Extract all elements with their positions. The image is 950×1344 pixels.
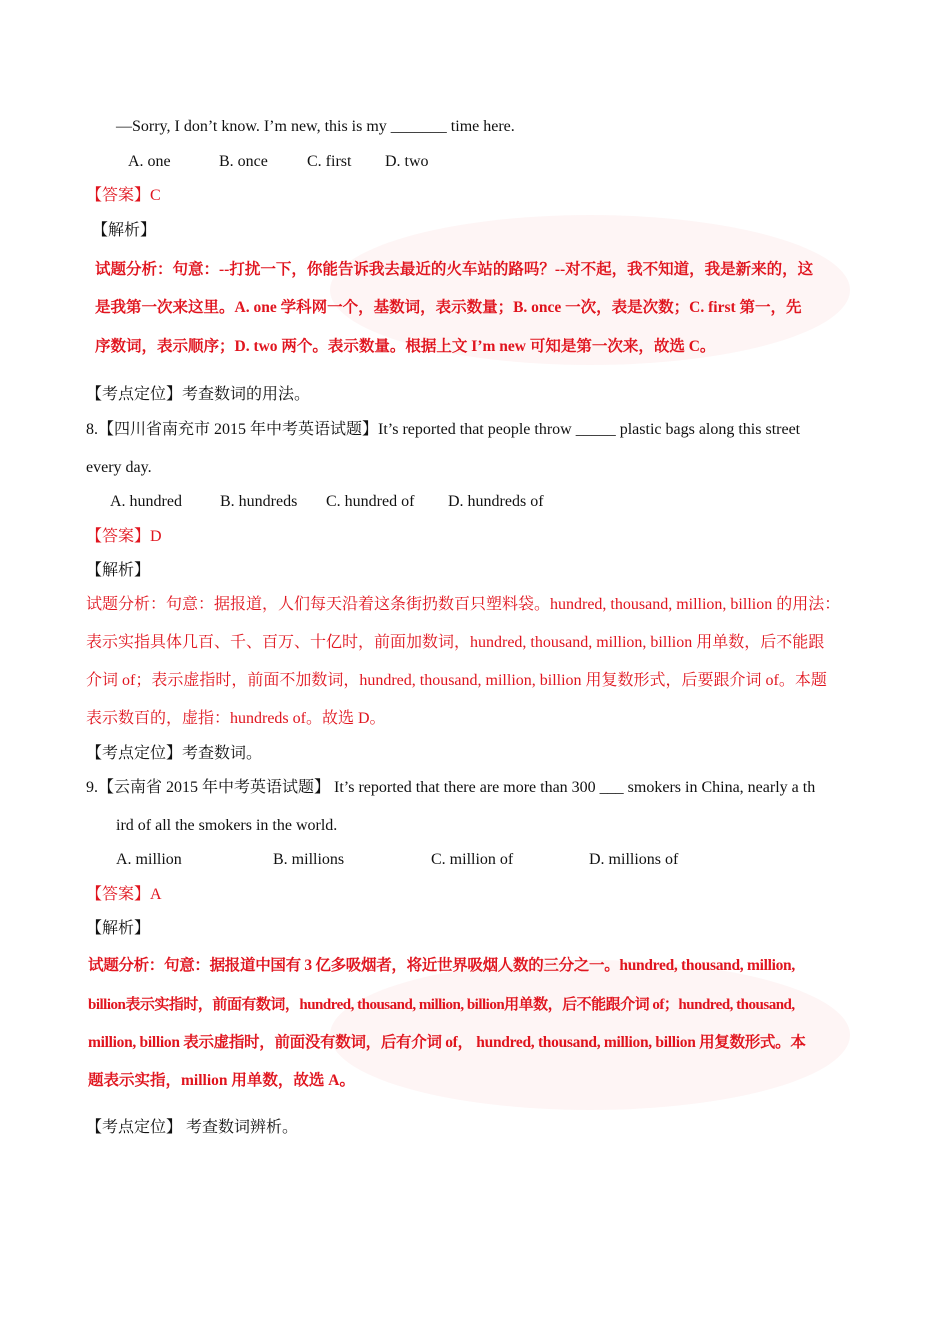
q7-analysis-label: 【解析】: [92, 222, 157, 239]
q8-analysis-line: 表示实指具体几百、千、百万、十亿时，前面加数词，hundred, thousand, million, billion 用单数，后不能跟: [86, 634, 825, 651]
q9-option-b: B. millions: [273, 851, 345, 868]
q9-answer: 【答案】A: [86, 886, 162, 903]
q8-answer: 【答案】D: [86, 528, 162, 545]
q7-option-a: A. one: [128, 153, 171, 170]
q7-stem: —Sorry, I don’t know. I’m new, this is my _______ time here.: [116, 118, 515, 135]
q9-option-d: D. millions of: [589, 851, 679, 868]
q9-analysis-label: 【解析】: [86, 920, 151, 937]
q9-stem-line: ird of all the smokers in the world.: [116, 817, 338, 834]
q8-options: [110, 492, 544, 512]
q9-stem-line: 9.【云南省 2015 年中考英语试题】 It’s reported that there are more than 300 ___ smokers in China, nearly a th: [86, 779, 816, 796]
q8-analysis-label: 【解析】: [86, 562, 151, 579]
q9-analysis-line: billion表示实指时，前面有数词，hundred, thousand, million, billion用单数，后不能跟介词 of；hundred, thousand,: [88, 997, 795, 1013]
q7-analysis-line: 试题分析：句意：--打扰一下，你能告诉我去最近的火车站的路吗？--对不起，我不知道，我是新来的，这: [95, 261, 814, 278]
q7-options: [128, 152, 429, 172]
q7-point: 【考点定位】考查数词的用法。: [86, 386, 311, 403]
q7-option-c: C. first: [307, 153, 352, 170]
q8-stem-line: 8.【四川省南充市 2015 年中考英语试题】It’s reported that people throw _____ plastic bags along this street: [86, 421, 801, 438]
q9-option-a: A. million: [116, 851, 182, 868]
q8-option-b: B. hundreds: [220, 493, 298, 510]
q8-analysis-line: 表示数百的，虚指：hundreds of。故选 D。: [86, 710, 386, 727]
q8-option-d: D. hundreds of: [448, 493, 544, 510]
q7-analysis-line: 是我第一次来这里。A. one 学科网一个，基数词，表示数量；B. once 一次，表是次数；C. first 第一，先: [95, 299, 802, 316]
q9-analysis-line: million, billion 表示虚指时，前面没有数词，后有介词 of， hundred, thousand, million, billion 用复数形式。本: [88, 1034, 806, 1051]
q9-point: 【考点定位】 考查数词辨析。: [86, 1119, 299, 1136]
q7-option-b: B. once: [219, 153, 268, 170]
q7-answer: 【答案】C: [86, 187, 161, 204]
q9-analysis-line: 试题分析：句意：据报道中国有 3 亿多吸烟者，将近世界吸烟人数的三分之一。hundred, thousand, million,: [88, 957, 795, 974]
q8-stem-line: every day.: [86, 459, 152, 476]
q8-option-c: C. hundred of: [326, 493, 415, 510]
q9-analysis-line: 题表示实指，million 用单数，故选 A。: [88, 1072, 355, 1089]
q8-analysis-line: 试题分析：句意：据报道，人们每天沿着这条街扔数百只塑料袋。hundred, thousand, million, billion 的用法：: [86, 596, 841, 613]
q9-option-c: C. million of: [431, 851, 514, 868]
q8-option-a: A. hundred: [110, 493, 182, 510]
q9-options: [116, 850, 678, 870]
q7-analysis-line: 序数词，表示顺序；D. two 两个。表示数量。根据上文 I’m new 可知是第一次来，故选 C。: [95, 338, 716, 355]
q7-option-d: D. two: [385, 153, 429, 170]
q8-analysis-line: 介词 of；表示虚指时，前面不加数词，hundred, thousand, million, billion 用复数形式，后要跟介词 of。本题: [86, 672, 827, 689]
q8-point: 【考点定位】考查数词。: [86, 745, 263, 762]
